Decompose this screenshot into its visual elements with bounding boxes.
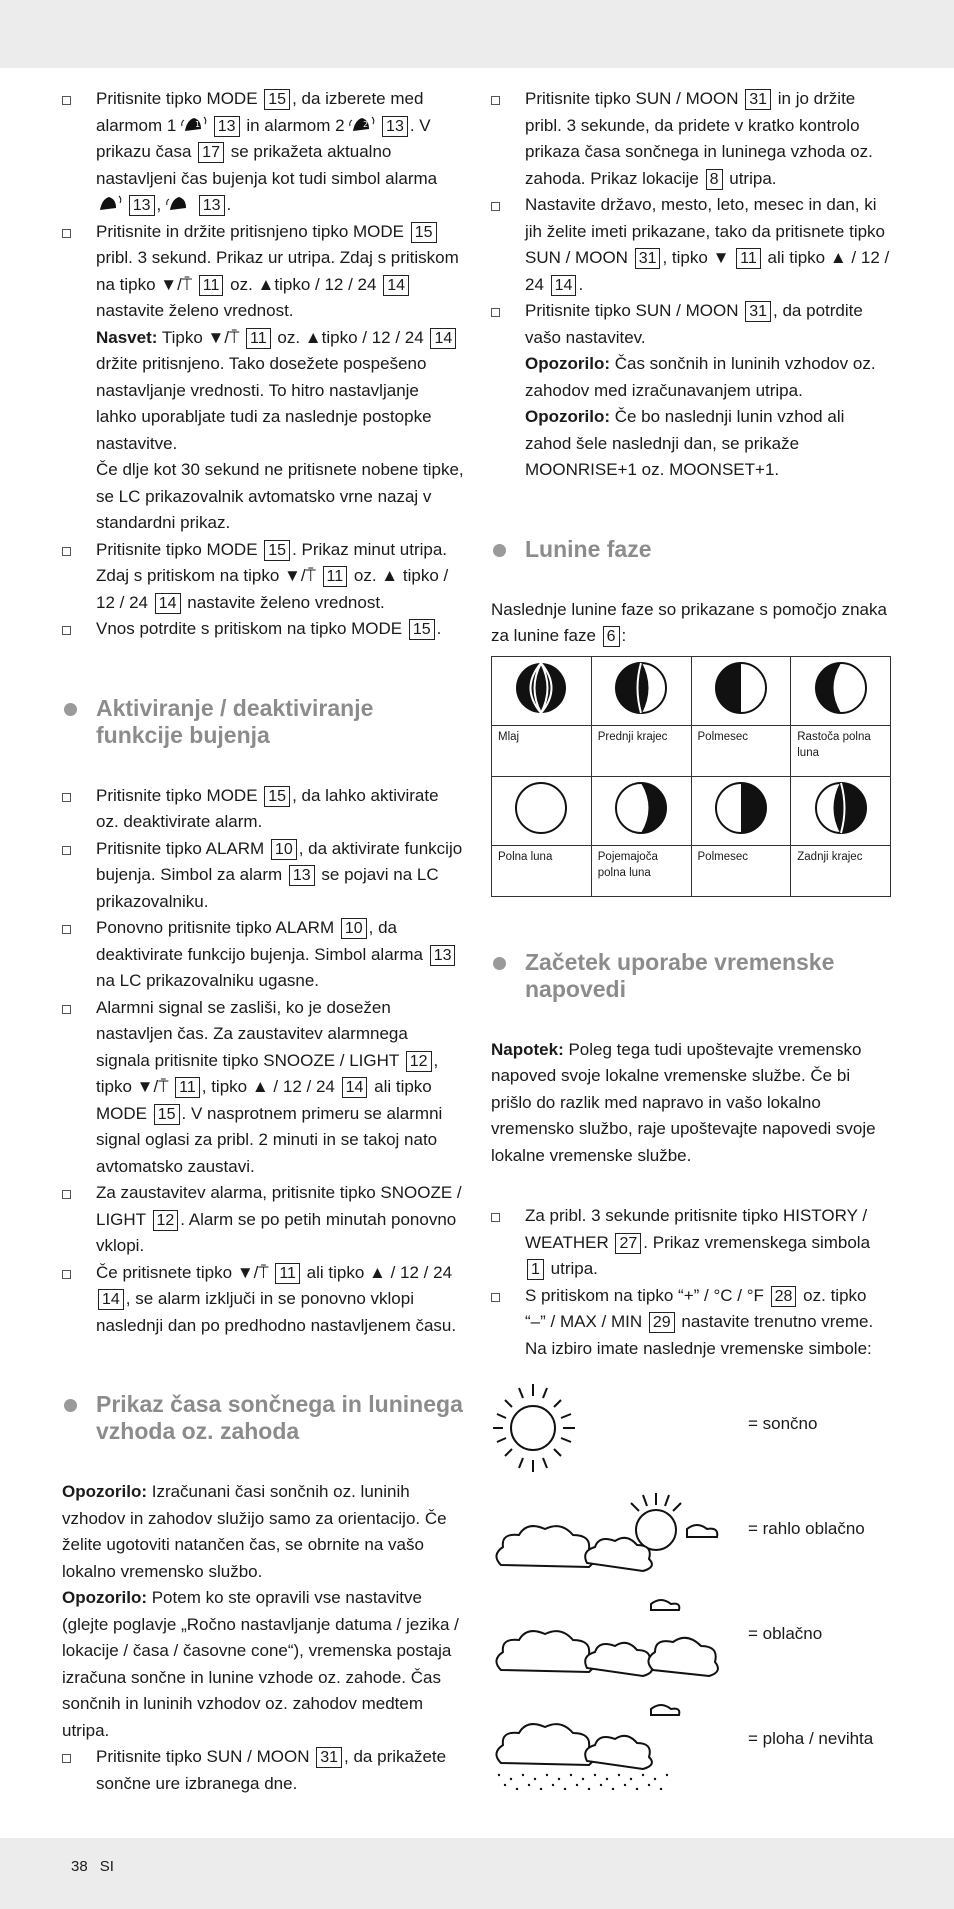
note-paragraph: Opozorilo: Potem ko ste opravili vse nastavitve (glejte poglavje „Ročno nastavljanje datuma / jezika / lokacije / časa / časovne cone“), vremenska postaja izračuna sončne in lunine vzhode oz. zahode. Čas sončnih in luninih vzhodov oz. zahodov medtem utripa.	[62, 1588, 459, 1740]
list-item: Pritisnite tipko SUN / MOON 31 in jo držite pribl. 3 sekunde, da pridete v kratko kontrolo prikaza časa sončnega in luninega vzhoda oz. zahoda. Prikaz lokacije 8 utripa.	[491, 86, 891, 192]
moon-phase-icon	[514, 781, 568, 835]
left-column	[62, 86, 464, 1797]
list-item: Vnos potrdite s pritiskom na tipko MODE 15 .	[62, 616, 464, 643]
alarm-bell-icon	[166, 193, 192, 213]
list-item: Ponovno pritisnite tipko ALARM 10 , da deaktivirate funkcijo bujenja. Simbol alarma 13 na LC prikazovalniku ugasne.	[62, 915, 464, 995]
list-item: Pritisnite tipko ALARM 10 , da aktivirate funkcijo bujenja. Simbol za alarm 13 se pojavi na LC prikazovalniku.	[62, 836, 464, 916]
top-band	[0, 0, 954, 68]
arrow-up-icon: ▲	[304, 327, 322, 347]
arrow-up-icon: ▲	[829, 248, 847, 267]
note-paragraph: Opozorilo: Čas sončnih in luninih vzhodov oz. zahodov med izračunavanjem utripa.	[525, 354, 876, 400]
weather-symbol-row	[491, 1590, 891, 1695]
antenna-icon: ⍑	[158, 1077, 169, 1096]
right-column	[491, 86, 891, 1800]
svg-text:2: 2	[363, 119, 369, 129]
list-item: Pritisnite tipko SUN / MOON 31 , da potrdite vašo nastavitev.	[491, 298, 891, 351]
moon-phase-label: Pojemajoča polna luna	[591, 845, 691, 896]
arrow-up-icon: ▲	[381, 566, 399, 585]
weather-symbol-label: = oblačno	[748, 1624, 823, 1643]
moon-phase-icon	[714, 661, 768, 715]
section-heading-moon: Lunine faze	[491, 536, 891, 563]
moon-phase-icon	[814, 661, 868, 715]
moon-phase-label: Polmesec	[691, 725, 791, 776]
page-number: 38	[71, 1858, 88, 1875]
list-item: Pritisnite in držite pritisnjeno tipko MODE 15 pribl. 3 sekund. Prikaz ur utripa. Zdaj s pritiskom na tipko ▼/⍑ 11 oz. ▲tipko / 12 / 24 14 nastavite želeno vrednost.	[62, 219, 464, 325]
alarm-bell-icon	[96, 193, 122, 213]
arrow-down-icon: ▼	[284, 566, 301, 585]
moon-phase-icon	[714, 781, 768, 835]
list-item: Če pritisnete tipko ▼/⍑ 11 ali tipko ▲ / 12 / 24 14 , se alarm izklјuči in se ponovno vklopi naslednji dan po predhodno nastavljenem času.	[62, 1260, 464, 1340]
tip-paragraph: Nasvet: Tipko ▼/⍑ 11 oz. ▲tipko / 12 / 24 14 držite pritisnjeno. Tako dosežete pospešeno nastavljanje vrednosti. To hitro nastavljanje lahko uporabljate tudi za naslednje postopke nastavitve.	[62, 325, 464, 458]
moon-phase-icon	[614, 661, 668, 715]
moon-phase-label: Zadnji krajec	[791, 845, 891, 896]
timeout-paragraph: Če dlje kot 30 sekund ne pritisnete nobene tipke, se LC prikazovalnik avtomatsko vrne nazaj v standardni prikaz.	[96, 460, 464, 532]
list-item: Za pribl. 3 sekunde pritisnite tipko HISTORY / WEATHER 27 . Prikaz vremenskega simbola 1 utripa.	[491, 1203, 891, 1283]
section-heading-alarm: Aktiviranje / deaktiviranje funkcije bujenja	[62, 695, 464, 749]
arrow-down-icon: ▼	[136, 1077, 154, 1096]
arrow-down-icon: ▼	[236, 1262, 254, 1282]
list-item: Nastavite državo, mesto, leto, mesec in dan, ki jih želite imeti prikazane, tako da pritisnete tipko SUN / MOON 31 , tipko ▼ 11 ali tipko ▲ / 12 / 24 14 .	[491, 192, 891, 298]
section-heading-sun: Prikaz časa sončnega in luninega vzhoda oz. zahoda	[62, 1391, 464, 1445]
moon-phase-icon	[814, 781, 868, 835]
alarm-bell-icon	[181, 114, 207, 134]
rain-icon	[491, 1695, 741, 1790]
svg-text:1: 1	[195, 119, 201, 129]
moon-phase-icon	[614, 781, 668, 835]
moon-phase-label: Prednji krajec	[591, 725, 691, 776]
arrow-down-icon: ▼	[712, 248, 730, 267]
cloud-icon	[491, 1485, 741, 1580]
antenna-icon: ⍑	[258, 1262, 269, 1282]
list-item: Pritisnite tipko SUN / MOON 31 , da prikažete sončne ure izbranega dne.	[62, 1744, 464, 1797]
alarm-bell-icon	[349, 114, 375, 134]
moon-phase-icon	[514, 661, 568, 715]
list-item: S pritiskom na tipko “+” / °C / °F 28 oz. tipko “–” / MAX / MIN 29 nastavite trenutno vreme.	[491, 1283, 891, 1336]
list-item: Alarmni signal se zasliši, ko je dosežen nastavljen čas. Za zaustavitev alarmnega signala pritisnite tipko SNOOZE / LIGHT 12 , tipko ▼/⍑ 11 , tipko ▲ / 12 / 24 14 ali tipko MODE 15 . V nasprotnem primeru se alarmni signal oglasi za pribl. 2 minuti in se takoj nato avtomatsko zaustavi.	[62, 995, 464, 1181]
moon-phase-table	[491, 656, 891, 897]
section-heading-weather: Začetek uporabe vremenske napovedi	[491, 949, 891, 1003]
list-item: Pritisnite tipko MODE 15 . Prikaz minut utripa. Zdaj s pritiskom na tipko ▼/⍑ 11 oz. ▲ tipko / 12 / 24 14 nastavite želeno vrednost.	[62, 537, 464, 617]
list-item: Pritisnite tipko MODE 15 , da lahko aktivirate oz. deaktivirate alarm.	[62, 783, 464, 836]
weather-intro: Na izbiro imate naslednje vremenske simbole:	[525, 1338, 872, 1358]
sun-icon	[491, 1380, 591, 1475]
note-paragraph: Opozorilo: Izračunani časi sončnih oz. luninih vzhodov in zahodov služijo samo za orientacijo. Če želite ugotoviti natančen čas, se obrnite na vašo lokalno vremensko službo.	[62, 1482, 447, 1581]
weather-symbol-row	[491, 1485, 891, 1590]
antenna-icon: ⍑	[305, 566, 316, 585]
tip-paragraph: Napotek: Poleg tega tudi upoštevajte vremensko napoved svoje lokalne vremenske službe. Če bi prišlo do razlik med napravo in vašo lokalno vremensko službo, raje upoštevajte napovedi svoje lokalne vremenske službe.	[491, 1039, 876, 1165]
moon-phase-label: Mlaj	[492, 725, 592, 776]
bottom-band	[0, 1838, 954, 1909]
moon-intro: Naslednje lunine faze so prikazane s pomočjo znaka za lunine faze 6 :	[491, 599, 887, 645]
moon-phase-label: Polmesec	[691, 845, 791, 896]
arrow-up-icon: ▲	[257, 274, 275, 294]
weather-symbol-row	[491, 1695, 891, 1800]
antenna-icon: ⍑	[229, 327, 240, 347]
weather-symbol-row	[491, 1380, 891, 1485]
weather-symbol-label: = ploha / nevihta	[748, 1729, 874, 1748]
arrow-up-icon: ▲	[251, 1077, 269, 1096]
cloud-icon	[491, 1590, 741, 1685]
weather-symbol-label: = rahlo oblačno	[748, 1519, 865, 1538]
note-paragraph: Opozorilo: Če bo naslednji lunin vzhod ali zahod šele naslednji dan, se prikaže MOONRISE+1 oz. MOONSET+1.	[525, 407, 845, 479]
list-item: Za zaustavitev alarma, pritisnite tipko SNOOZE / LIGHT 12 . Alarm se po petih minutah ponovno vklopi.	[62, 1180, 464, 1260]
list-item: Pritisnite tipko MODE 15 , da izberete med alarmom 1 1 13 in alarmom 2 2 13 . V prikazu časa 17 se prikažeta aktualno nastavljeni čas bujenja kot tudi simbol alarma 13 , 13 .	[62, 86, 464, 219]
antenna-icon: ⍑	[181, 274, 193, 294]
moon-phase-label: Rastoča polna luna	[791, 725, 891, 776]
page-footer	[71, 1858, 126, 1875]
arrow-down-icon: ▼	[207, 327, 225, 347]
arrow-down-icon: ▼	[160, 274, 178, 294]
language-code: SI	[99, 1858, 114, 1875]
weather-symbol-label: = sončno	[748, 1414, 818, 1433]
moon-phase-label: Polna luna	[492, 845, 592, 896]
arrow-up-icon: ▲	[369, 1262, 386, 1282]
